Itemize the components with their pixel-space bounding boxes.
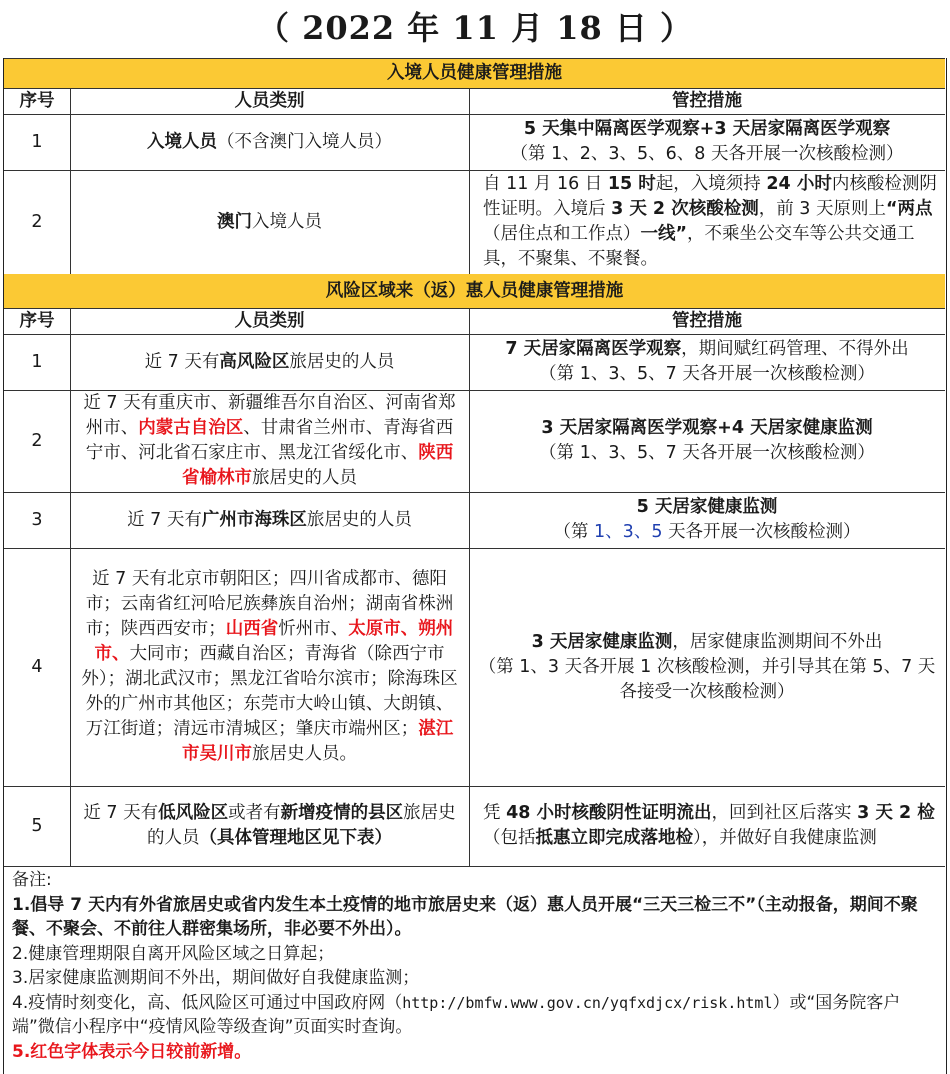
s2-row1-measure: [469, 334, 945, 390]
section2-col-measure: 管控措施: [672, 310, 742, 331]
s1-row2-m-k: ，不乘坐公交车等公共交通工具，不聚集、不聚餐。: [483, 224, 915, 269]
s1-row2-type: [70, 170, 469, 274]
s2-row3-m2-a: （第: [553, 522, 595, 542]
notes: [12, 868, 942, 1064]
section2-col-type: 人员类别: [234, 310, 305, 331]
page-title: （ 2022 年 11 月 18 日 ）: [256, 9, 694, 47]
s2-row3-m1: 5 天居家健康监测: [636, 497, 778, 517]
s2-row5-t-b: 低风险区: [158, 803, 229, 823]
note-5: 5.红色字体表示今日较前新增。: [12, 1041, 252, 1062]
note-3: 3.居家健康监测期间不外出，期间做好自我健康监测；: [12, 968, 420, 988]
s1-row2-m-c: 起，入境须持: [655, 174, 767, 194]
s2-row4-measure: [469, 548, 945, 786]
s2-row5-m-b: 48 小时核酸阴性证明流出: [506, 803, 712, 823]
s2-row5-m-e: （包括: [483, 828, 536, 848]
s1-row1-measure-line2: （第 1、2、3、5、6、8 天各开展一次核酸检测）: [510, 144, 904, 164]
s2-row4-t-red3: 湛江市吴川市: [182, 719, 454, 764]
s2-row1-type: [70, 334, 469, 390]
s2-row2-type: [70, 390, 469, 492]
s2-row4-t-d: 旅居史人员。: [252, 744, 357, 764]
s2-row1-t-a: 近 7 天有: [144, 351, 220, 372]
s1-row2-m-d: 24 小时: [766, 174, 832, 194]
s2-row5-t-e: 旅居史的人员: [147, 803, 456, 848]
s2-row5-m-d: 3 天 2 检: [857, 803, 935, 823]
s2-row2-seq: 2: [31, 430, 43, 451]
s2-row4-t-b: 忻州市、: [278, 619, 349, 639]
s2-row5-t-d: 新增疫情的县区: [280, 803, 404, 823]
s2-row4-t-c: 大同市；西藏自治区；青海省（除西宁市外）；湖北武汉市；黑龙江省哈尔滨市；除海珠区外的广州市其他区；东莞市大岭山镇、大朗镇、万江街道；清远市清城区；肇庆市端州区；: [81, 644, 458, 739]
s1-row1-measure-line1: 5 天集中隔离医学观察+3 天居家隔离医学观察: [523, 119, 891, 139]
s2-row5-m-g: ），并做好自我健康监测: [693, 828, 877, 848]
s2-row1-m1-bold: 7 天居家隔离医学观察: [505, 339, 682, 359]
s2-row5-t-f: （具体管理地区见下表）: [199, 828, 392, 848]
s1-row2-m-e: 内核酸检测阴性证明。入境后: [483, 174, 937, 219]
s2-row2-measure: [469, 390, 945, 492]
s2-row2-t-red1: 内蒙古自治区: [138, 418, 244, 438]
s1-row2-type-bold: 澳门: [217, 211, 252, 232]
note-4: [12, 991, 942, 1040]
s2-row4-m1-rest: ，居家健康监测期间不外出: [672, 631, 883, 652]
notes-label: 备注:: [12, 870, 52, 890]
section2-heading: 风险区域来（返）惠人员健康管理措施: [4, 274, 945, 308]
s2-row4-m1-bold: 3 天居家健康监测: [531, 631, 673, 652]
s2-row3-m2-c: 天各开展一次核酸检测）: [662, 522, 861, 542]
s1-row2-seq: 2: [31, 211, 43, 232]
s1-row2-m-a: 自 11 月 16 日: [483, 174, 608, 194]
s2-row4-t-red1: 山西省: [225, 619, 279, 639]
s2-row4-type: [70, 548, 469, 786]
s2-row2-t-b: 、甘肃省兰州市、青海省西宁市、河北省石家庄市、黑龙江省绥化市、: [85, 418, 454, 463]
s2-row5-m-a: 凭: [483, 803, 507, 823]
s1-row1-type-bold: 入境人员: [147, 131, 217, 152]
s2-row1-t-c: 旅居史的人员: [289, 351, 395, 372]
s2-row5-seq: 5: [31, 815, 43, 836]
s1-row1-seq: 1: [31, 131, 43, 152]
section1-heading: 入境人员健康管理措施: [4, 58, 945, 88]
note-4-a: 4.疫情时刻变化，高、低风险区可通过中国政府网（: [12, 992, 403, 1013]
s2-row5-m-c: ，回到社区后落实: [711, 803, 858, 823]
s2-row3-measure: [469, 492, 945, 548]
s1-row2-m-j: 一线”: [640, 224, 688, 244]
note-4-url[interactable]: http://bmfw.www.gov.cn/yqfxdjcx/risk.html: [402, 993, 773, 1012]
s2-row2-m2: （第 1、3、5、7 天各开展一次核酸检测）: [539, 443, 875, 463]
note-1: 1.倡导 7 天内有外省旅居史或省内发生本土疫情的地市旅居史来（返）惠人员开展“三天三检三不”（主动报备，期间不聚餐、不聚会、不前往人群密集场所，非必要不外出）。: [12, 894, 918, 939]
s1-row2-m-h: “两点: [885, 199, 933, 219]
section1-col-type: 人员类别: [234, 90, 305, 111]
note-4-b: ）或“国务院客户端”微信小程序中“疫情风险等级查询”页面实时查询。: [12, 992, 901, 1037]
section1-col-measure: 管控措施: [672, 90, 742, 111]
s2-row3-seq: 3: [31, 509, 43, 530]
s2-row3-t-b: 广州市海珠区: [201, 509, 307, 530]
s1-row2-type-rest: 入境人员: [252, 211, 322, 232]
s2-row5-m-f: 抵惠立即完成落地检: [535, 828, 693, 848]
s1-row2-m-b: 15 时: [607, 174, 656, 194]
note-2: 2.健康管理期限自离开风险区域之日算起；: [12, 943, 335, 964]
s2-row1-m2: （第 1、3、5、7 天各开展一次核酸检测）: [539, 364, 875, 384]
s2-row5-measure: [469, 786, 945, 866]
s2-row3-m2-b: 1、3、5: [594, 522, 663, 542]
s2-row3-t-a: 近 7 天有: [127, 509, 202, 530]
s2-row4-t-a: 近 7 天有北京市朝阳区；四川省成都市、德阳市；云南省红河哈尼族彝族自治州；湖南省株洲市；陕西西安市；: [85, 569, 454, 639]
s1-row2-measure: [469, 170, 945, 274]
section1-col-seq: 序号: [19, 90, 55, 111]
s1-row2-m-g: ，前 3 天原则上: [758, 199, 886, 219]
s2-row4-t-red2: 太原市、朔州市、: [94, 619, 454, 664]
s2-row4-m2: （第 1、3 天各开展 1 次核酸检测，并引导其在第 5、7 天各接受一次核酸检测）: [478, 656, 936, 702]
section2-col-seq: 序号: [19, 310, 55, 331]
s2-row2-t-red2: 陕西省榆林市: [182, 443, 454, 488]
s2-row2-t-a: 近 7 天有重庆市、新疆维吾尔自治区、河南省郑州市、: [83, 393, 456, 438]
s1-row2-m-f: 3 天 2 次核酸检测: [611, 199, 759, 219]
s2-row4-seq: 4: [31, 656, 43, 677]
s2-row2-t-c: 旅居史的人员: [252, 468, 357, 488]
measures-table: [3, 58, 947, 1074]
s2-row5-t-a: 近 7 天有: [83, 803, 159, 823]
s2-row5-type: [70, 786, 469, 866]
s1-row1-type: [70, 114, 469, 170]
s2-row2-m1: 3 天居家隔离医学观察+4 天居家健康监测: [541, 418, 873, 438]
s1-row2-m-i: （居住点和工作点）: [483, 224, 641, 244]
s1-row1-type-rest: （不含澳门入境人员）: [217, 131, 392, 152]
s2-row5-t-c: 或者有: [228, 803, 281, 823]
s2-row1-t-b: 高风险区: [219, 351, 290, 372]
s2-row1-m1-rest: ，期间赋红码管理、不得外出: [681, 339, 909, 359]
s2-row3-t-c: 旅居史的人员: [306, 509, 412, 530]
s2-row3-type: [70, 492, 469, 548]
s1-row1-measure: [469, 114, 945, 170]
s2-row1-seq: 1: [31, 351, 43, 372]
